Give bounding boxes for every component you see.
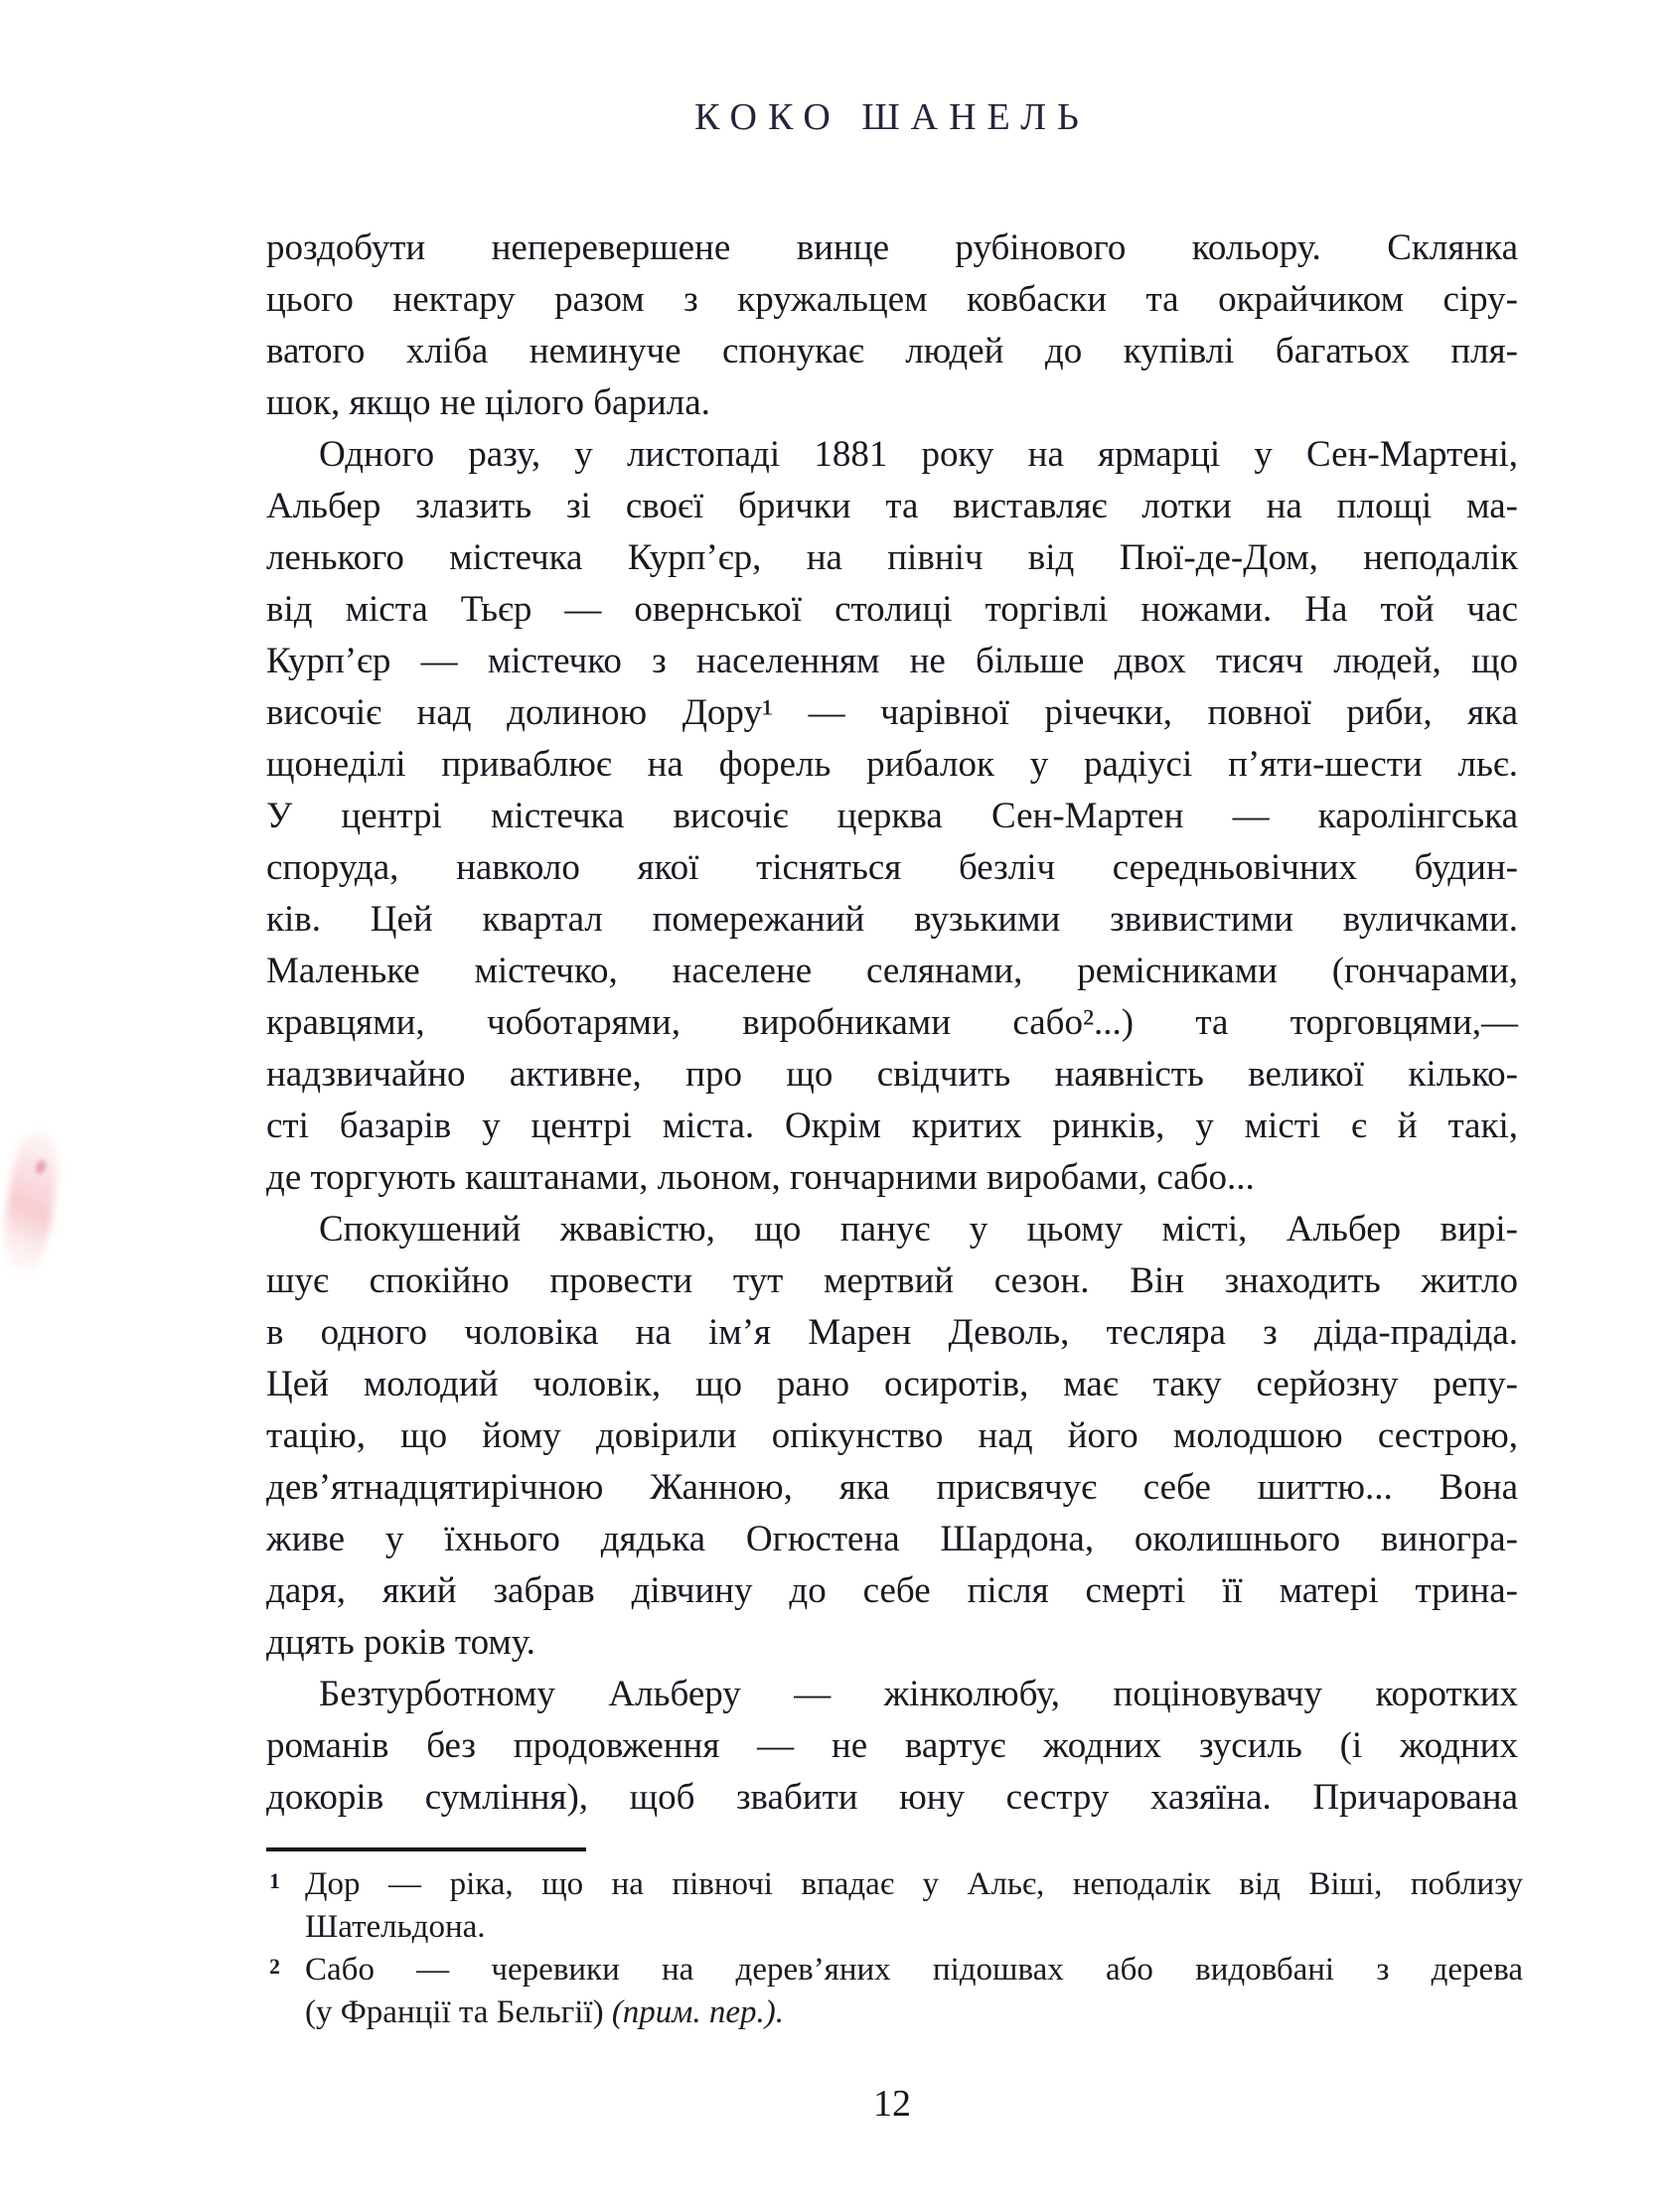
- footnote-text: Сабо — черевики на дерев’яних підошвах або видовбані з дерева: [305, 1952, 1523, 1988]
- running-header: КОКО ШАНЕЛЬ: [694, 96, 1090, 138]
- text-line: даря, який забрав дівчину до себе після смерті її матері трина-: [266, 1570, 1518, 1611]
- text-line: ленького містечка Курп’єр, на північ від Пюї-де-Дом, неподалік: [266, 537, 1518, 578]
- footnote-text: (у Франції та Бельгії): [305, 1994, 612, 2030]
- text-line: Курп’єр — містечко з населенням не більше двох тисяч людей, що: [266, 641, 1518, 681]
- footnote-text: Дор — ріка, що на півночі впадає у Альє, неподалік від Віші, поблизу: [305, 1866, 1523, 1902]
- text-line: споруда, навколо якої тісняться безліч середньовічних будин-: [266, 847, 1518, 888]
- text-line: цього нектару разом з кружальцем ковбаски та окрайчиком сіру-: [266, 279, 1518, 320]
- text-line: Цей молодий чоловік, що рано осиротів, має таку серйозну репу-: [266, 1364, 1518, 1404]
- text-line: Альбер злазить зі своєї брички та виставляє лотки на площі ма-: [266, 486, 1518, 526]
- footnote-marker: 1: [269, 1868, 280, 1893]
- text-line: сті базарів у центрі міста. Окрім критих ринків, у місті є й такі,: [266, 1106, 1518, 1146]
- text-line: де торгують каштанами, льоном, гончарними виробами, сабо...: [266, 1157, 1255, 1198]
- footnote-separator: [266, 1847, 586, 1851]
- text-line: надзвичайно активне, про що свідчить наявність великої кілько-: [266, 1054, 1518, 1095]
- text-line: Маленьке містечко, населене селянами, ремісниками (гончарами,: [266, 951, 1518, 991]
- footnote-italic-note: (прим. пер.).: [611, 1994, 784, 2030]
- text-line: докорів сумління), щоб звабити юну сестру хазяїна. Причарована: [266, 1777, 1518, 1818]
- text-line: ків. Цей квартал помережаний вузькими звивистими вуличками.: [266, 899, 1518, 940]
- footnote-line: [305, 1906, 1523, 1949]
- text-line: У центрі містечка височіє церква Сен-Мартен — каролінгська: [266, 796, 1518, 836]
- text-line: в одного чоловіка на ім’я Марен Деволь, тесляра з діда-прадіда.: [266, 1312, 1518, 1353]
- body-text: [266, 222, 1518, 1824]
- scan-smudge-artifact: [0, 1129, 64, 1273]
- footnote-text: Шательдона.: [305, 1909, 486, 1945]
- footnotes: [269, 1863, 1523, 2034]
- text-line: височіє над долиною Дору¹ — чарівної річечки, повної риби, яка: [266, 692, 1518, 733]
- text-line: романів без продовження — не вартує жодних зусиль (і жодних: [266, 1725, 1518, 1766]
- footnote-line: [269, 1863, 1523, 1906]
- text-line: шує спокійно провести тут мертвий сезон. Він знаходить житло: [266, 1260, 1518, 1301]
- text-line: Одного разу, у листопаді 1881 року на ярмарці у Сен-Мартені,: [319, 434, 1518, 475]
- text-line: від міста Тьєр — овернської столиці торгівлі ножами. На той час: [266, 589, 1518, 630]
- footnote-line: [305, 1991, 1523, 2034]
- text-line: тацію, що йому довірили опікунство над його молодшою сестрою,: [266, 1415, 1518, 1456]
- text-line: кравцями, чоботарями, виробниками сабо²...) та торговцями,—: [266, 1002, 1518, 1043]
- text-line: шок, якщо не цілого барила.: [266, 382, 710, 423]
- text-line: Спокушений жвавістю, що панує у цьому місті, Альбер вирі-: [319, 1209, 1518, 1250]
- footnote-marker: 2: [269, 1954, 280, 1979]
- text-line: дцять років тому.: [266, 1622, 535, 1663]
- text-line: щонеділі приваблює на форель рибалок у радіусі п’яти-шести льє.: [266, 744, 1518, 785]
- scan-smudge-dot-artifact: [34, 1159, 48, 1176]
- text-line: живе у їхнього дядька Огюстена Шардона, околишнього виногра-: [266, 1519, 1518, 1559]
- text-line: Безтурботному Альберу — жінколюбу, поціновувачу коротких: [319, 1674, 1518, 1714]
- text-line: дев’ятнадцятирічною Жанною, яка присвячує себе шиттю... Вона: [266, 1467, 1518, 1508]
- page-number: 12: [873, 2083, 911, 2125]
- text-line: ватого хліба неминуче спонукає людей до купівлі багатьох пля-: [266, 331, 1518, 371]
- footnote-line: [269, 1949, 1523, 1991]
- text-line: роздобути неперевершене винце рубінового кольору. Склянка: [266, 227, 1518, 268]
